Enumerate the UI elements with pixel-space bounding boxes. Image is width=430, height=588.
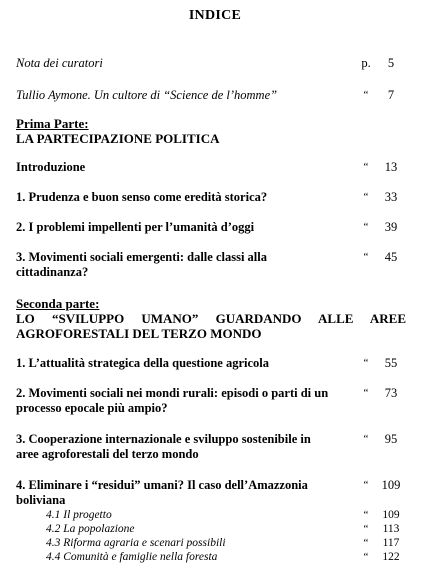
- toc-entry: [16, 250, 406, 280]
- toc-entry-mark: “: [363, 161, 369, 173]
- toc-entry-label: Introduzione: [16, 160, 86, 174]
- toc-subentry: [16, 536, 406, 550]
- toc-entry: [16, 160, 406, 175]
- toc-entry-page: 109: [381, 478, 401, 492]
- toc-entry-aymone: [16, 88, 406, 103]
- toc-entry-mark: “: [363, 433, 369, 445]
- toc-subentry: [16, 508, 406, 522]
- toc-subentry-mark: “: [363, 551, 369, 563]
- toc-entry-page: 33: [384, 190, 398, 204]
- toc-entry: [16, 478, 406, 508]
- toc-entry-nota: [16, 56, 406, 71]
- toc-entry-label: 1. Prudenza e buon senso come eredità storica?: [16, 190, 268, 204]
- toc-entry-label: Nota dei curatori: [16, 56, 103, 70]
- toc-subentry-page: 113: [382, 523, 400, 535]
- toc-entry-mark: “: [363, 357, 369, 369]
- part-title: LO “SVILUPPO UMANO” GUARDANDO ALLE AREE: [16, 311, 406, 326]
- page-title: INDICE: [188, 8, 242, 23]
- toc-subentry-label: 4.4 Comunità e famiglie nella foresta: [46, 551, 218, 563]
- toc-subentry: [16, 522, 406, 536]
- toc-entry-mark: “: [363, 251, 369, 263]
- toc-subentry-mark: “: [363, 523, 369, 535]
- toc-entry-label: 4. Eliminare i “residui” umani? Il caso dell’Amazzonia boliviana: [16, 478, 308, 507]
- toc-entry-mark: p.: [361, 56, 371, 70]
- toc-subentry-page: 122: [382, 551, 400, 563]
- toc-subentry-label: 4.3 Riforma agraria e scenari possibili: [46, 537, 226, 549]
- toc-subentry-page: 117: [382, 537, 400, 549]
- part-heading: [16, 116, 406, 146]
- toc-entry-page: 5: [387, 56, 395, 70]
- part-kicker: Prima Parte:: [16, 116, 89, 131]
- toc-entry-label: 3. Cooperazione internazionale e sviluppo sostenibile in aree agroforestali del terzo mondo: [16, 432, 311, 461]
- toc-subentry-page: 109: [382, 509, 400, 521]
- toc-entry-mark: “: [363, 479, 369, 491]
- toc-entry-mark: “: [363, 89, 369, 101]
- toc-entry-page: 13: [384, 160, 398, 174]
- part-heading: [16, 296, 406, 341]
- toc-entry-label: Tullio Aymone. Un cultore di “Science de l’homme”: [16, 88, 278, 102]
- toc-entry: [16, 190, 406, 205]
- part-kicker: Seconda parte:: [16, 296, 100, 311]
- toc-entry-page: 39: [384, 220, 398, 234]
- toc-subentry-mark: “: [363, 537, 369, 549]
- toc-entry: [16, 386, 406, 416]
- toc-entry: [16, 220, 406, 235]
- toc-entry-mark: “: [363, 221, 369, 233]
- toc-entry-label: 2. Movimenti sociali nei mondi rurali: episodi o parti di un processo epocale più ampio?: [16, 386, 329, 415]
- toc-entry: [16, 432, 406, 462]
- toc-entry-label: 2. I problemi impellenti per l’umanità d’oggi: [16, 220, 255, 234]
- toc-entry: [16, 356, 406, 371]
- toc-subentry-mark: “: [363, 509, 369, 521]
- toc-entry-mark: “: [363, 387, 369, 399]
- toc-entry-page: 95: [384, 432, 398, 446]
- part-title: LA PARTECIPAZIONE POLITICA: [16, 131, 220, 146]
- toc-entry-label: 3. Movimenti sociali emergenti: dalle classi alla cittadinanza?: [16, 250, 267, 279]
- toc-entry-label: 1. L’attualità strategica della questione agricola: [16, 356, 269, 370]
- toc-subentry: [16, 550, 406, 564]
- part-title: AGROFORESTALI DEL TERZO MONDO: [16, 326, 262, 341]
- toc-subentry-label: 4.1 Il progetto: [46, 509, 112, 521]
- toc-entry-mark: “: [363, 191, 369, 203]
- toc-entry-page: 7: [387, 88, 395, 102]
- toc-entry-page: 55: [384, 356, 398, 370]
- toc-subentry-label: 4.2 La popolazione: [46, 523, 135, 535]
- toc-entry-page: 73: [384, 386, 398, 400]
- toc-entry-page: 45: [384, 250, 398, 264]
